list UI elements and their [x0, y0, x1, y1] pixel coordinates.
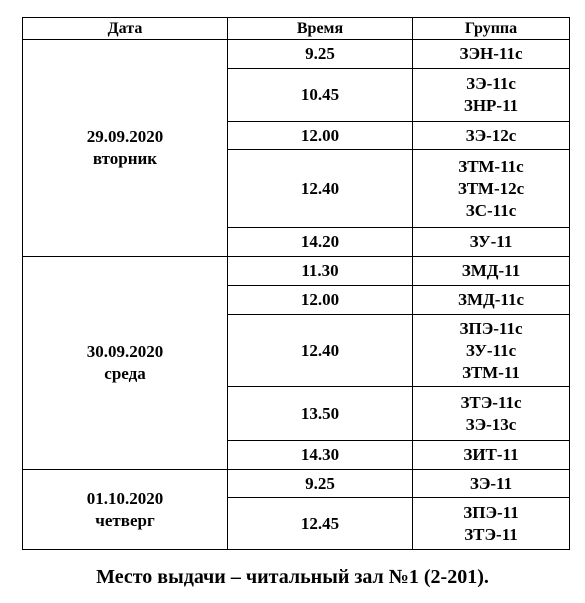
group-code: ЗУ-11 [469, 232, 513, 251]
time-cell: 12.45 [228, 498, 413, 550]
time-cell: 14.30 [228, 441, 413, 470]
time-cell: 9.25 [228, 40, 413, 69]
group-cell [413, 40, 570, 69]
header-time: Время [228, 18, 413, 40]
header-date: Дата [23, 18, 228, 40]
group-cell [413, 150, 570, 228]
time-cell: 12.40 [228, 315, 413, 387]
date-cell [23, 40, 228, 257]
group-code: ЗИТ-11 [463, 445, 519, 464]
group-cell [413, 498, 570, 550]
group-code: ЗС-11с [465, 200, 517, 220]
group-code: ЗЭ-11с [466, 74, 516, 93]
group-cell [413, 441, 570, 470]
group-code: ЗМД-11с [458, 290, 524, 309]
group-code: ЗТМ-11с [458, 156, 524, 176]
table-row [23, 470, 570, 498]
group-code: ЗУ-11с [465, 340, 517, 360]
weekday-value: вторник [92, 149, 158, 168]
group-cell [413, 257, 570, 286]
schedule-table [22, 17, 570, 550]
time-cell: 12.00 [228, 122, 413, 150]
table-row [23, 40, 570, 69]
time-cell: 10.45 [228, 69, 413, 122]
group-code: ЗПЭ-11с [459, 318, 523, 338]
group-cell [413, 387, 570, 441]
header-row [23, 18, 570, 40]
group-code: ЗЭН-11с [459, 44, 523, 63]
group-cell [413, 69, 570, 122]
time-cell: 14.20 [228, 228, 413, 257]
group-cell [413, 470, 570, 498]
date-value: 01.10.2020 [86, 488, 164, 508]
group-code: ЗЭ-13с [465, 414, 517, 434]
group-code: ЗНР-11 [463, 96, 519, 115]
time-cell: 12.00 [228, 286, 413, 315]
table-row [23, 257, 570, 286]
header-group: Группа [413, 18, 570, 40]
date-cell [23, 470, 228, 550]
footer-note: Место выдачи – читальный зал №1 (2-201). [96, 566, 489, 588]
group-cell [413, 286, 570, 315]
group-cell [413, 228, 570, 257]
date-value: 29.09.2020 [86, 127, 164, 146]
group-code: ЗТЭ-11 [464, 524, 518, 544]
group-code: ЗМД-11 [461, 261, 521, 280]
time-cell: 13.50 [228, 387, 413, 441]
time-cell: 11.30 [228, 257, 413, 286]
group-code: ЗТМ-11 [462, 362, 520, 382]
group-code: ЗЭ-12с [465, 125, 517, 145]
group-cell [413, 122, 570, 150]
weekday-value: среда [104, 364, 146, 383]
date-value: 30.09.2020 [86, 342, 164, 361]
schedule-body [23, 40, 570, 550]
time-cell: 9.25 [228, 470, 413, 498]
date-cell [23, 257, 228, 470]
group-code: ЗТМ-12с [457, 178, 525, 198]
group-code: ЗЭ-11 [469, 473, 513, 493]
group-code: ЗПЭ-11 [463, 502, 519, 522]
weekday-value: четверг [95, 510, 155, 530]
group-cell [413, 315, 570, 387]
time-cell: 12.40 [228, 150, 413, 228]
group-code: ЗТЭ-11с [460, 392, 522, 412]
